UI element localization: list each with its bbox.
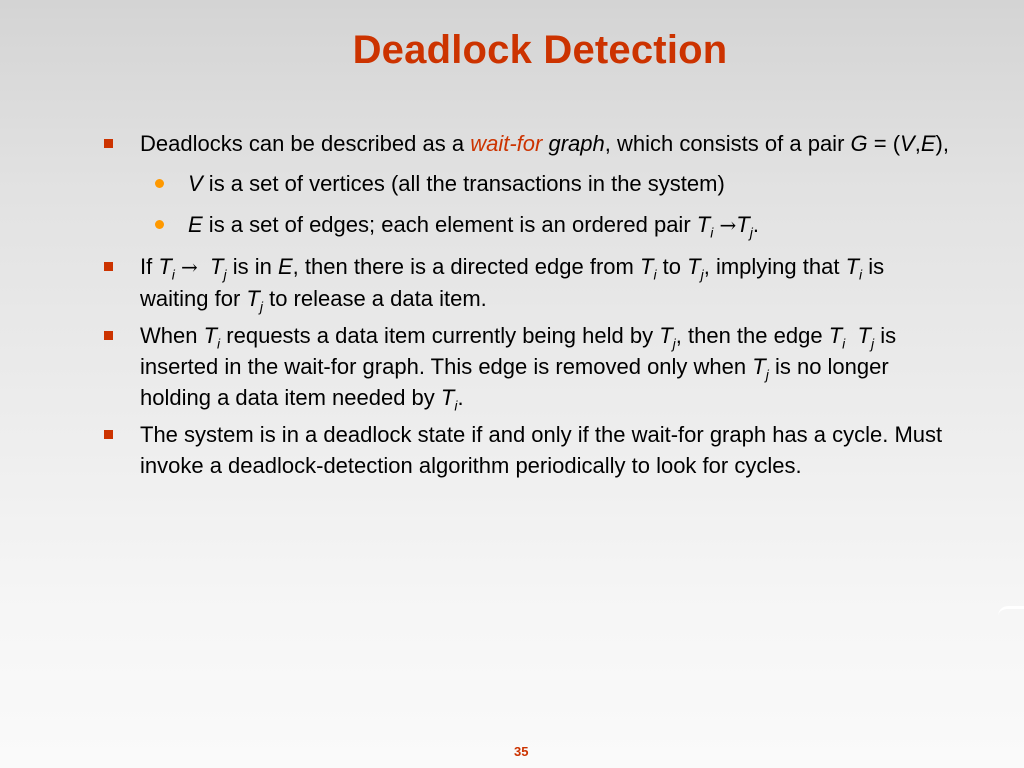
bullet-directed-edge: If $T_i \to T_j$ is in E, then there is a directed edge from $T_i$ to $T_j$, implying that $T_i$ is waiting for $T_j$ to release a data item. bbox=[104, 251, 954, 314]
bullet-wait-for-graph: Deadlocks can be described as a wait-for graph, which consists of a pair G = (V,E), bbox=[104, 128, 954, 159]
square-bullet-icon bbox=[104, 430, 113, 439]
arrow-icon: → bbox=[181, 255, 198, 279]
square-bullet-icon bbox=[104, 331, 113, 340]
round-bullet-icon bbox=[155, 220, 164, 229]
arrow-icon: → bbox=[719, 213, 737, 237]
round-bullet-icon bbox=[155, 179, 164, 188]
bullet-edge-insertion: When $T_i$ requests a data item currently being held by $T_j$, then the edge $T_i$ $T_j$ is inserted in the wait-for graph. This edge is removed only when $T_j$ is no longer holding a data item needed by $T_i$. bbox=[104, 320, 954, 413]
page-number: 35 bbox=[514, 744, 529, 759]
decorative-swoosh bbox=[998, 606, 1024, 616]
slide-title: Deadlock Detection bbox=[352, 28, 728, 72]
slide-content bbox=[104, 128, 954, 487]
bullet-deadlock-state: The system is in a deadlock state if and only if the wait-for graph has a cycle. Must invoke a deadlock-detection algorithm periodically to look for cycles. bbox=[104, 419, 954, 481]
square-bullet-icon bbox=[104, 262, 113, 271]
square-bullet-icon bbox=[104, 139, 113, 148]
subbullet-edges: E is a set of edges; each element is an ordered pair $T_i \to T_j$. bbox=[104, 209, 954, 241]
subbullet-vertices: V is a set of vertices (all the transactions in the system) bbox=[104, 168, 954, 199]
